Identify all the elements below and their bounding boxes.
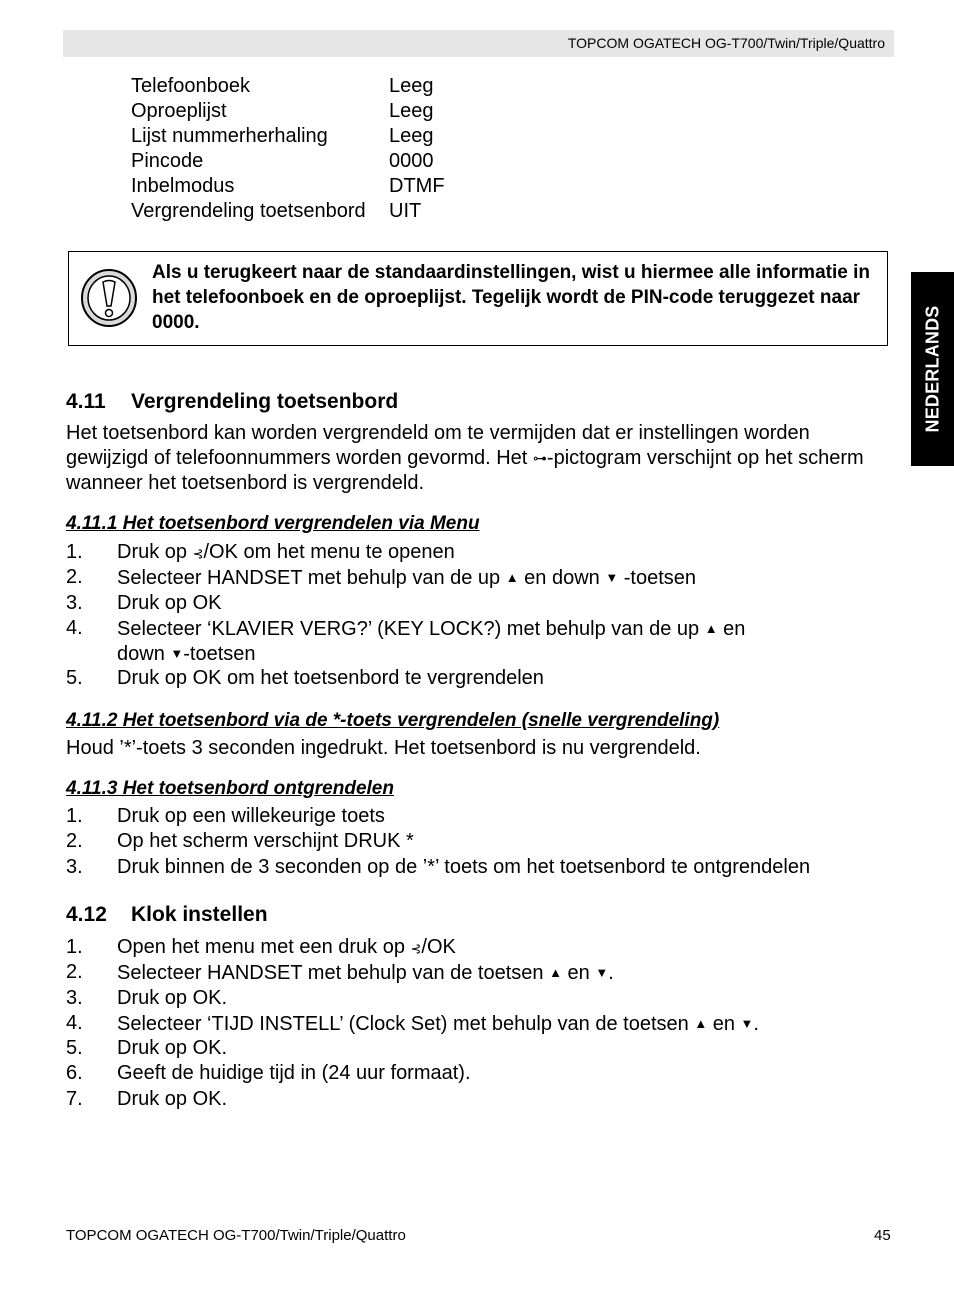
down-arrow-icon: ▼ xyxy=(170,646,184,662)
section-title: Klok instellen xyxy=(131,903,268,926)
default-value: 0000 xyxy=(389,150,434,172)
menu-ok-icon: ⊰ xyxy=(192,546,204,561)
up-arrow-icon: ▲ xyxy=(694,1015,708,1031)
section-4-11-intro xyxy=(66,421,891,496)
default-value: Leeg xyxy=(389,100,434,122)
default-row xyxy=(131,74,531,99)
list-item: 2. Selecteer HANDSET met behulp van de toetsen ▲ en ▼. xyxy=(66,961,614,985)
list-item: 4. Selecteer ‘KLAVIER VERG?’ (KEY LOCK?) met behulp van de up ▲ en xyxy=(66,616,746,640)
list-item: 7. Druk op OK. xyxy=(66,1087,228,1110)
list-item: 1. Druk op ⊰/OK om het menu te openen xyxy=(66,540,866,565)
default-row xyxy=(131,199,531,224)
list-item: 1. Druk op een willekeurige toets xyxy=(66,805,385,827)
language-tab xyxy=(911,272,954,466)
list-item: 3. Druk op OK. xyxy=(66,986,228,1009)
down-arrow-icon: ▼ xyxy=(595,965,609,981)
down-arrow-icon: ▼ xyxy=(740,1015,754,1031)
default-key: Telefoonboek xyxy=(131,75,250,97)
default-value: DTMF xyxy=(389,175,445,197)
subsection-4-11-3-heading: 4.11.3 Het toetsenbord ontgrendelen xyxy=(66,778,394,799)
menu-ok-icon: ⊰ xyxy=(410,941,422,956)
section-number: 4.12 xyxy=(66,903,107,926)
default-settings-table xyxy=(131,74,531,224)
intro-text: Het toetsenbord kan worden vergrendeld om te vermijden dat er instellingen worden gewijzigd of telefoonnummers worden gevormd. Het xyxy=(66,422,810,469)
warning-box xyxy=(68,251,888,346)
default-key: Inbelmodus xyxy=(131,175,235,197)
footer-title: TOPCOM OGATECH OG-T700/Twin/Triple/Quattro xyxy=(66,1227,406,1244)
page-header xyxy=(63,30,894,57)
default-row xyxy=(131,174,531,199)
default-key: Vergrendeling toetsenbord xyxy=(131,200,366,222)
default-row xyxy=(131,99,531,124)
default-row xyxy=(131,124,531,149)
section-4-11-heading xyxy=(66,390,398,414)
section-number: 4.11 xyxy=(66,390,106,413)
default-key: Lijst nummerherhaling xyxy=(131,125,328,147)
subsection-4-11-2-text: Houd ’*’-toets 3 seconden ingedrukt. Het toetsenbord is nu vergrendeld. xyxy=(66,737,701,759)
default-value: Leeg xyxy=(389,125,434,147)
subsection-4-11-2-heading: 4.11.2 Het toetsenbord via de *-toets vergrendelen (snelle vergrendeling) xyxy=(66,710,720,731)
exclamation-icon xyxy=(80,268,138,328)
list-item: 5. Druk op OK. xyxy=(66,1037,228,1060)
list-item: 3. Druk binnen de 3 seconden op de ’*’ toets om het toetsenbord te ontgrendelen xyxy=(66,855,811,878)
list-item: 2. Op het scherm verschijnt DRUK * xyxy=(66,830,414,853)
steps-4-11-3 xyxy=(66,804,866,880)
steps-4-11-1 xyxy=(66,540,866,692)
section-4-12-heading xyxy=(66,903,268,927)
up-arrow-icon: ▲ xyxy=(505,570,519,586)
up-arrow-icon: ▲ xyxy=(549,965,562,981)
steps-4-12 xyxy=(66,935,866,1112)
list-item: 3. Druk op OK xyxy=(66,591,222,614)
default-value: Leeg xyxy=(389,75,434,97)
subsection-4-11-1-heading: 4.11.1 Het toetsenbord vergrendelen via Menu xyxy=(66,513,480,534)
down-arrow-icon: ▼ xyxy=(605,570,619,586)
list-item: 5. Druk op OK om het toetsenbord te vergrendelen xyxy=(66,667,544,690)
default-row xyxy=(131,149,531,174)
section-title: Vergrendeling toetsenbord xyxy=(131,390,399,413)
list-item: 1. Open het menu met een druk op ⊰/OK xyxy=(66,935,866,960)
default-key: Pincode xyxy=(131,150,204,172)
list-item: 4. Selecteer ‘TIJD INSTELL’ (Clock Set) met behulp van de toetsen ▲ en ▼. xyxy=(66,1011,759,1035)
header-title: TOPCOM OGATECH OG-T700/Twin/Triple/Quattro xyxy=(567,35,885,51)
page-number: 45 xyxy=(874,1227,891,1244)
list-item: 2. Selecteer HANDSET met behulp van de up ▲ en down ▼ -toetsen xyxy=(66,566,697,590)
default-key: Oproeplijst xyxy=(131,100,227,122)
list-item: down ▼-toetsen xyxy=(117,643,256,666)
list-item: 6. Geeft de huidige tijd in (24 uur formaat). xyxy=(66,1062,471,1085)
language-tab-label: NEDERLANDS xyxy=(922,305,942,433)
up-arrow-icon: ▲ xyxy=(704,620,718,636)
warning-text: Als u terugkeert naar de standaardinstellingen, wist u hiermee alle informatie in het telefoonboek en de oproeplijst. Tegelijk wordt de PIN-code teruggezet naar 0000. xyxy=(152,262,870,333)
default-value: UIT xyxy=(389,200,422,222)
key-icon: ⊶ xyxy=(532,450,547,466)
intro-text: -pictogram verschijnt op het scherm wanneer het toetsenbord is vergrendeld. xyxy=(66,447,864,494)
